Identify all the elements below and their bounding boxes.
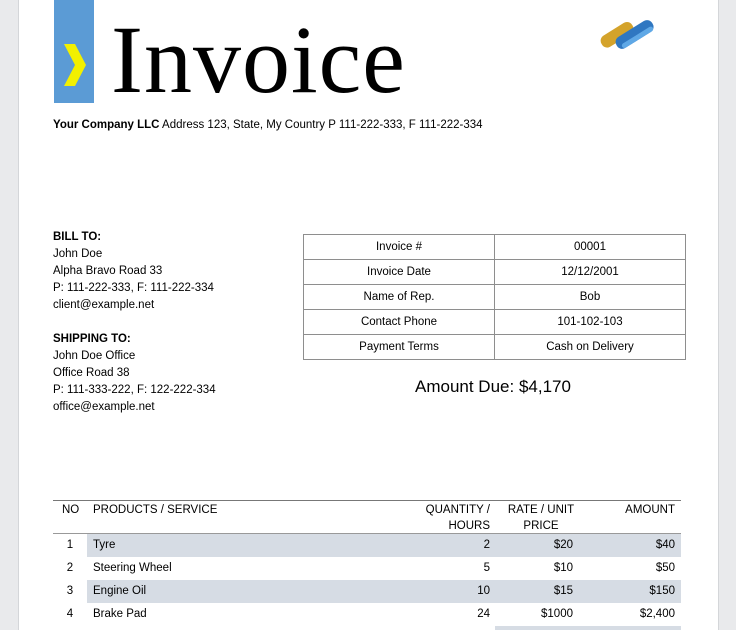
row-quantity: 10 (477, 585, 490, 597)
bill-to-address: Alpha Bravo Road 33 (53, 265, 163, 277)
bill-to-name: John Doe (53, 248, 103, 260)
meta-row (304, 310, 686, 335)
company-logo-icon (599, 12, 659, 58)
row-rate: $20 (553, 539, 573, 551)
company-info (53, 119, 483, 131)
meta-row (304, 285, 686, 310)
header-rate-line1: RATE / UNIT (507, 504, 575, 516)
chevron-icon (58, 40, 90, 90)
ship-to-heading: SHIPPING TO: (53, 333, 131, 345)
header-quantity-line2: HOURS (448, 520, 490, 532)
row-product: Brake Pad (93, 608, 147, 620)
meta-row (304, 335, 686, 360)
header-quantity-line1: QUANTITY / (425, 504, 490, 516)
table-row (53, 580, 681, 603)
ship-to-name: John Doe Office (53, 350, 136, 362)
table-row (53, 557, 681, 580)
meta-row (304, 235, 686, 260)
invoice-page (18, 0, 719, 630)
bill-to-block (53, 229, 214, 314)
row-no: 3 (53, 580, 87, 603)
meta-value: 00001 (495, 235, 686, 260)
ship-to-address: Office Road 38 (53, 367, 130, 379)
meta-value: 12/12/2001 (495, 260, 686, 285)
meta-value: Bob (495, 285, 686, 310)
invoice-meta-table (303, 234, 686, 360)
header-rate (499, 502, 583, 534)
header-amount: AMOUNT (625, 504, 675, 516)
ship-to-phone: P: 111-333-222, F: 122-222-334 (53, 384, 216, 396)
company-details: Address 123, State, My Country P 111-222-333, F 111-222-334 (162, 119, 483, 131)
header-rate-line2: PRICE (523, 520, 559, 532)
bill-to-phone: P: 111-222-333, F: 111-222-334 (53, 282, 214, 294)
invoice-title: Invoice (111, 6, 406, 113)
row-rate: $1000 (541, 608, 573, 620)
meta-label: Payment Terms (304, 335, 495, 360)
row-amount: $50 (655, 562, 675, 574)
meta-value: 101-102-103 (495, 310, 686, 335)
amount-due: Amount Due: $4,170 (415, 377, 571, 396)
row-product: Tyre (93, 539, 116, 551)
meta-row (304, 260, 686, 285)
meta-label: Contact Phone (304, 310, 495, 335)
bill-to-heading: BILL TO: (53, 231, 102, 243)
ship-to-email: office@example.net (53, 401, 155, 413)
row-no: 4 (53, 603, 87, 626)
table-row (53, 603, 681, 626)
ship-to-block (53, 331, 216, 416)
meta-value: Cash on Delivery (495, 335, 686, 360)
totals-shade (495, 626, 681, 630)
row-quantity: 2 (483, 539, 490, 551)
row-rate: $10 (553, 562, 573, 574)
row-amount: $2,400 (639, 608, 675, 620)
company-name: Your Company LLC (53, 119, 160, 131)
bill-to-email: client@example.net (53, 299, 155, 311)
header-no: NO (62, 504, 80, 516)
row-quantity: 24 (477, 608, 490, 620)
meta-label: Name of Rep. (304, 285, 495, 310)
row-quantity: 5 (483, 562, 490, 574)
row-amount: $150 (649, 585, 675, 597)
items-table (53, 500, 681, 626)
row-no: 2 (53, 557, 87, 580)
table-row (53, 534, 681, 557)
header-product: PRODUCTS / SERVICE (93, 504, 218, 516)
row-amount: $40 (655, 539, 675, 551)
row-rate: $15 (553, 585, 573, 597)
header-quantity (393, 502, 490, 534)
meta-label: Invoice # (304, 235, 495, 260)
row-product: Steering Wheel (93, 562, 172, 574)
row-no: 1 (53, 534, 87, 557)
row-product: Engine Oil (93, 585, 147, 597)
meta-label: Invoice Date (304, 260, 495, 285)
items-header-row (53, 500, 681, 534)
